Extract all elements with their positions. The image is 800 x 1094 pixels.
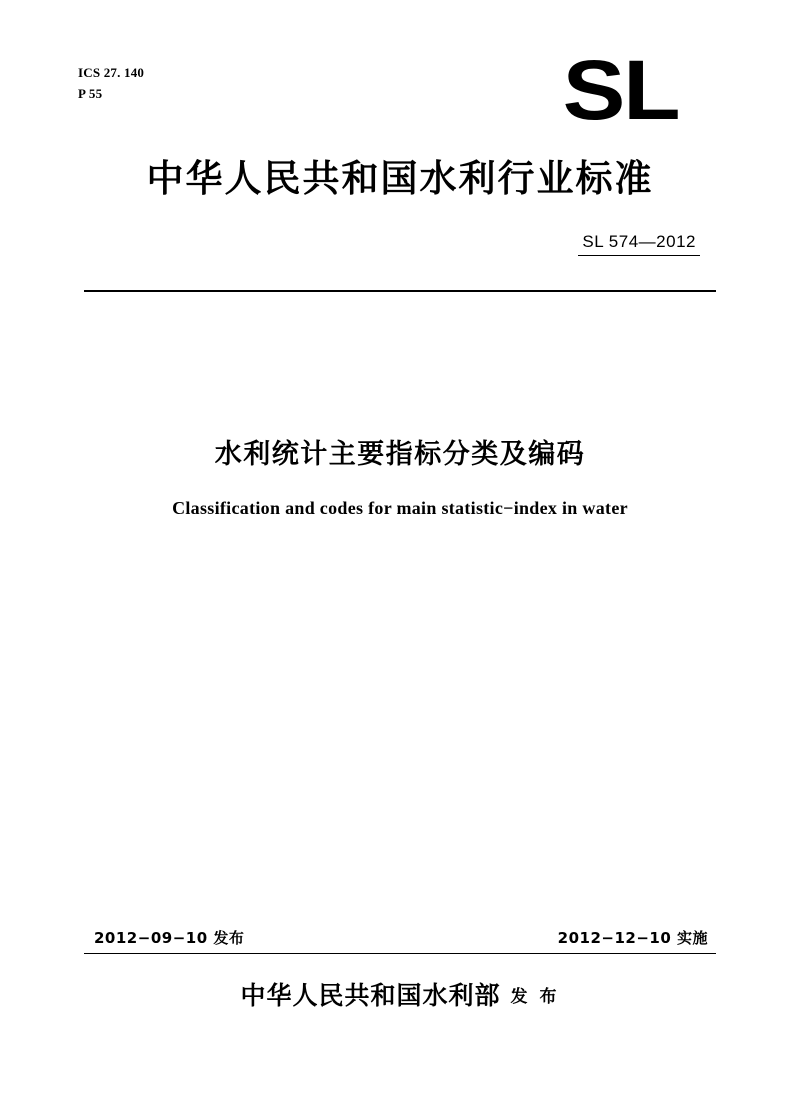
date-row bbox=[84, 920, 716, 948]
document-title-english: Classification and codes for main statistic−index in water bbox=[172, 498, 628, 518]
standard-number: SL 574—2012 bbox=[578, 232, 700, 256]
ics-classification-block bbox=[78, 62, 144, 104]
document-title-chinese: 水利统计主要指标分类及编码 bbox=[214, 439, 586, 470]
issue-date: 2012−09−10 发布 bbox=[94, 929, 245, 947]
ics-code: ICS 27. 140 bbox=[78, 65, 145, 80]
header-divider bbox=[84, 290, 716, 292]
publisher-line bbox=[0, 976, 800, 1012]
standard-series-title: 中华人民共和国水利行业标准 bbox=[146, 157, 654, 200]
classification-code: P 55 bbox=[78, 86, 103, 101]
effective-date: 2012−12−10 实施 bbox=[557, 929, 708, 947]
standard-number-container bbox=[578, 232, 700, 256]
sl-logo: SL bbox=[562, 43, 678, 137]
publisher-suffix: 发 布 bbox=[510, 987, 560, 1007]
publisher-name: 中华人民共和国水利部 bbox=[240, 981, 501, 1010]
footer-divider bbox=[84, 953, 716, 955]
